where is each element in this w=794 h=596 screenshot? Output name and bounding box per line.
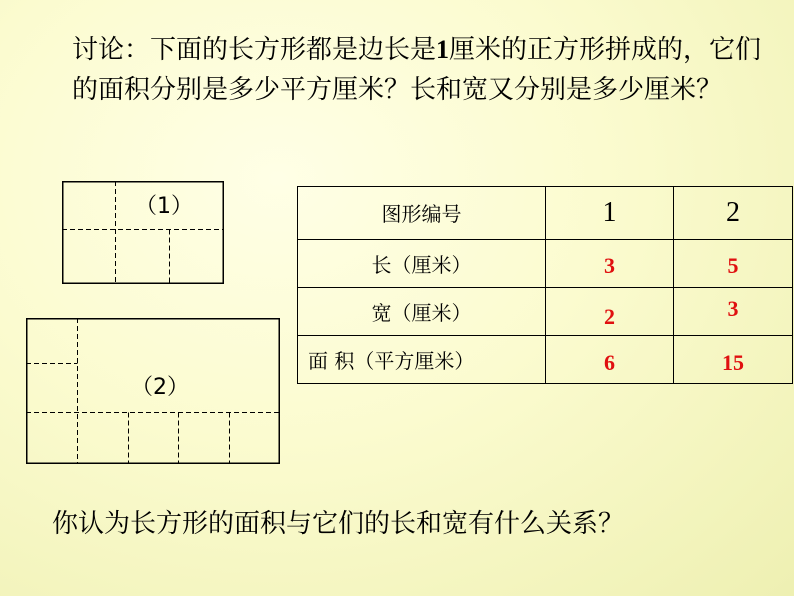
area-figure-1: 6 (546, 339, 674, 387)
relationship-question: 你认为长方形的面积与它们的长和宽有什么关系？ (52, 509, 625, 539)
prompt-text-2: 厘米的正方形拼成的，它们的面积分别是多少平方厘米？长和宽又分别是多少厘米？ (72, 35, 762, 105)
header-figure-1: 1 (546, 187, 674, 240)
table-row-area (298, 335, 793, 383)
length-figure-2: 5 (674, 242, 793, 290)
area-figure-2: 15 (674, 339, 793, 387)
header-figure-2: 2 (674, 187, 793, 240)
prompt-number: 1 (436, 35, 450, 64)
table-header-row (298, 187, 793, 240)
table-row-width (298, 287, 793, 335)
table-row-length (298, 239, 793, 287)
row-label-width: 宽（厘米） (298, 287, 546, 335)
measurement-table (297, 186, 793, 384)
discussion-prompt (72, 30, 762, 110)
width-figure-2: 3 (674, 285, 793, 333)
length-figure-1: 3 (546, 242, 674, 290)
row-label-length: 长（厘米） (298, 239, 546, 287)
rectangle-figure-1 (62, 181, 224, 284)
row-label-area: 面 积（平方厘米） (298, 335, 546, 383)
figure-1-label: （1） (135, 194, 193, 219)
prompt-text-1: 讨论：下面的长方形都是边长是 (72, 35, 437, 65)
figure-2-label: （2） (131, 375, 189, 400)
header-figure-number: 图形编号 (298, 187, 546, 240)
width-figure-1: 2 (546, 293, 674, 341)
rectangle-figure-2 (26, 318, 280, 464)
